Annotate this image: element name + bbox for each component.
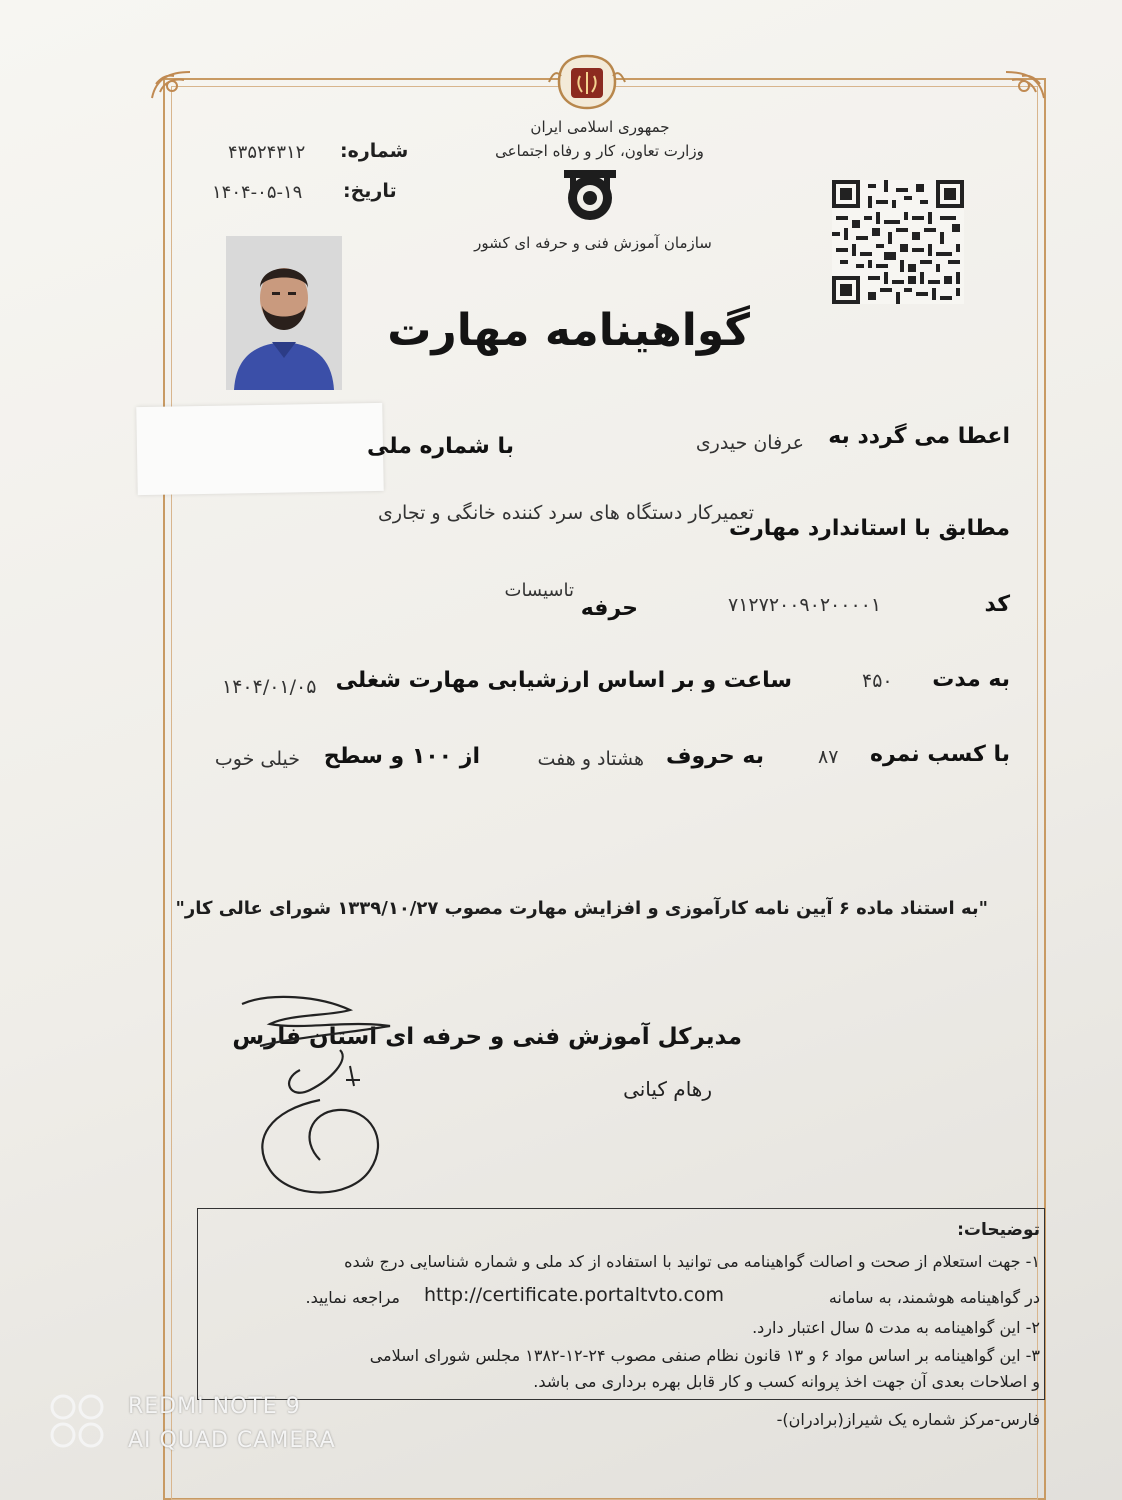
hours-assessment-label: ساعت و بر اساس ارزشیابی مهارت شغلی [335, 668, 792, 693]
score-label: با کسب نمره [870, 742, 1010, 767]
legal-basis: "به استناد ماده ۶ آیین نامه کارآموزی و افزایش مهارت مصوب ۱۳۳۹/۱۰/۲۷ شورای عالی کار" [175, 898, 988, 919]
redaction-patch [136, 403, 383, 495]
watermark-line-1: REDMI NOTE 9 [128, 1394, 301, 1419]
note-line-5: و اصلاحات بعدی آن جهت اخذ پروانه کسب و کار قابل بهره برداری می باشد. [533, 1372, 1040, 1391]
standard-value: تعمیرکار دستگاه های سرد کننده خانگی و تجاری [378, 502, 754, 524]
score-value: ۸۷ [818, 746, 839, 768]
issuing-center: فارس-مرکز شماره یک شیراز(برادران)- [776, 1410, 1040, 1429]
note-line-2b: مراجعه نمایید. [305, 1288, 400, 1307]
trade-label: حرفه [580, 596, 638, 621]
holder-photo [226, 236, 342, 390]
level-value: خیلی خوب [214, 748, 300, 770]
number-label: شماره: [340, 140, 409, 162]
score-letters: هشتاد و هفت [537, 748, 644, 770]
country-name: جمهوری اسلامی ایران [530, 118, 670, 136]
out-of-level-label: از ۱۰۰ و سطح [323, 744, 480, 769]
corner-ornament-left [150, 68, 196, 100]
standard-label: مطابق با استاندارد مهارت [729, 516, 1010, 541]
date-label: تاریخ: [343, 180, 397, 202]
iran-emblem-icon [547, 52, 627, 112]
tvto-logo-icon [550, 168, 630, 224]
code-label: کد [984, 592, 1010, 617]
handwritten-signature [230, 990, 410, 1210]
granted-to-label: اعطا می گردد به [828, 424, 1010, 449]
date-value: ۱۴۰۴-۰۵-۱۹ [212, 182, 303, 203]
camera-watermark-icon [48, 1392, 106, 1450]
signatory-title: مدیرکل آموزش فنی و حرفه ای استان فارس [232, 1024, 742, 1050]
in-letters-label: به حروف [665, 744, 764, 769]
note-line-4: ۳- این گواهینامه بر اساس مواد ۶ و ۱۳ قانون نظام صنفی مصوب ۲۴-۱۲-۱۳۸۲ مجلس شورای اسلامی [369, 1346, 1040, 1365]
assessment-date: ۱۴۰۴/۰۱/۰۵ [222, 676, 317, 698]
duration-value: ۴۵۰ [862, 670, 893, 692]
ministry-name: وزارت تعاون، کار و رفاه اجتماعی [495, 142, 704, 160]
holder-name: عرفان حیدری [695, 432, 804, 454]
duration-label: به مدت [932, 667, 1010, 692]
number-value: ۴۳۵۲۴۳۱۲ [228, 142, 306, 163]
qr-code-icon [832, 180, 964, 304]
verification-url: http://certificate.portaltvto.com [424, 1284, 725, 1306]
certificate-title: گواهینامه مهارت [387, 305, 750, 356]
note-line-2a: در گواهینامه هوشمند، به سامانه [828, 1288, 1040, 1307]
trade-value: تاسیسات [504, 580, 574, 601]
note-line-3: ۲- این گواهینامه به مدت ۵ سال اعتبار دارد. [752, 1318, 1040, 1337]
corner-ornament-right [1000, 68, 1046, 100]
organization-name: سازمان آموزش فنی و حرفه ای کشور [474, 234, 712, 252]
note-line-1: ۱- جهت استعلام از صحت و اصالت گواهینامه می توانید با استفاده از کد ملی و شماره شناسایی درج شده [344, 1252, 1040, 1271]
code-value: ۷۱۲۷۲۰۰۹۰۲۰۰۰۰۱ [728, 594, 882, 616]
watermark-line-2: AI QUAD CAMERA [128, 1428, 336, 1453]
national-id-label: با شماره ملی [367, 434, 514, 459]
signatory-name: رهام کیانی [623, 1077, 712, 1101]
notes-heading: توضیحات: [957, 1220, 1040, 1240]
